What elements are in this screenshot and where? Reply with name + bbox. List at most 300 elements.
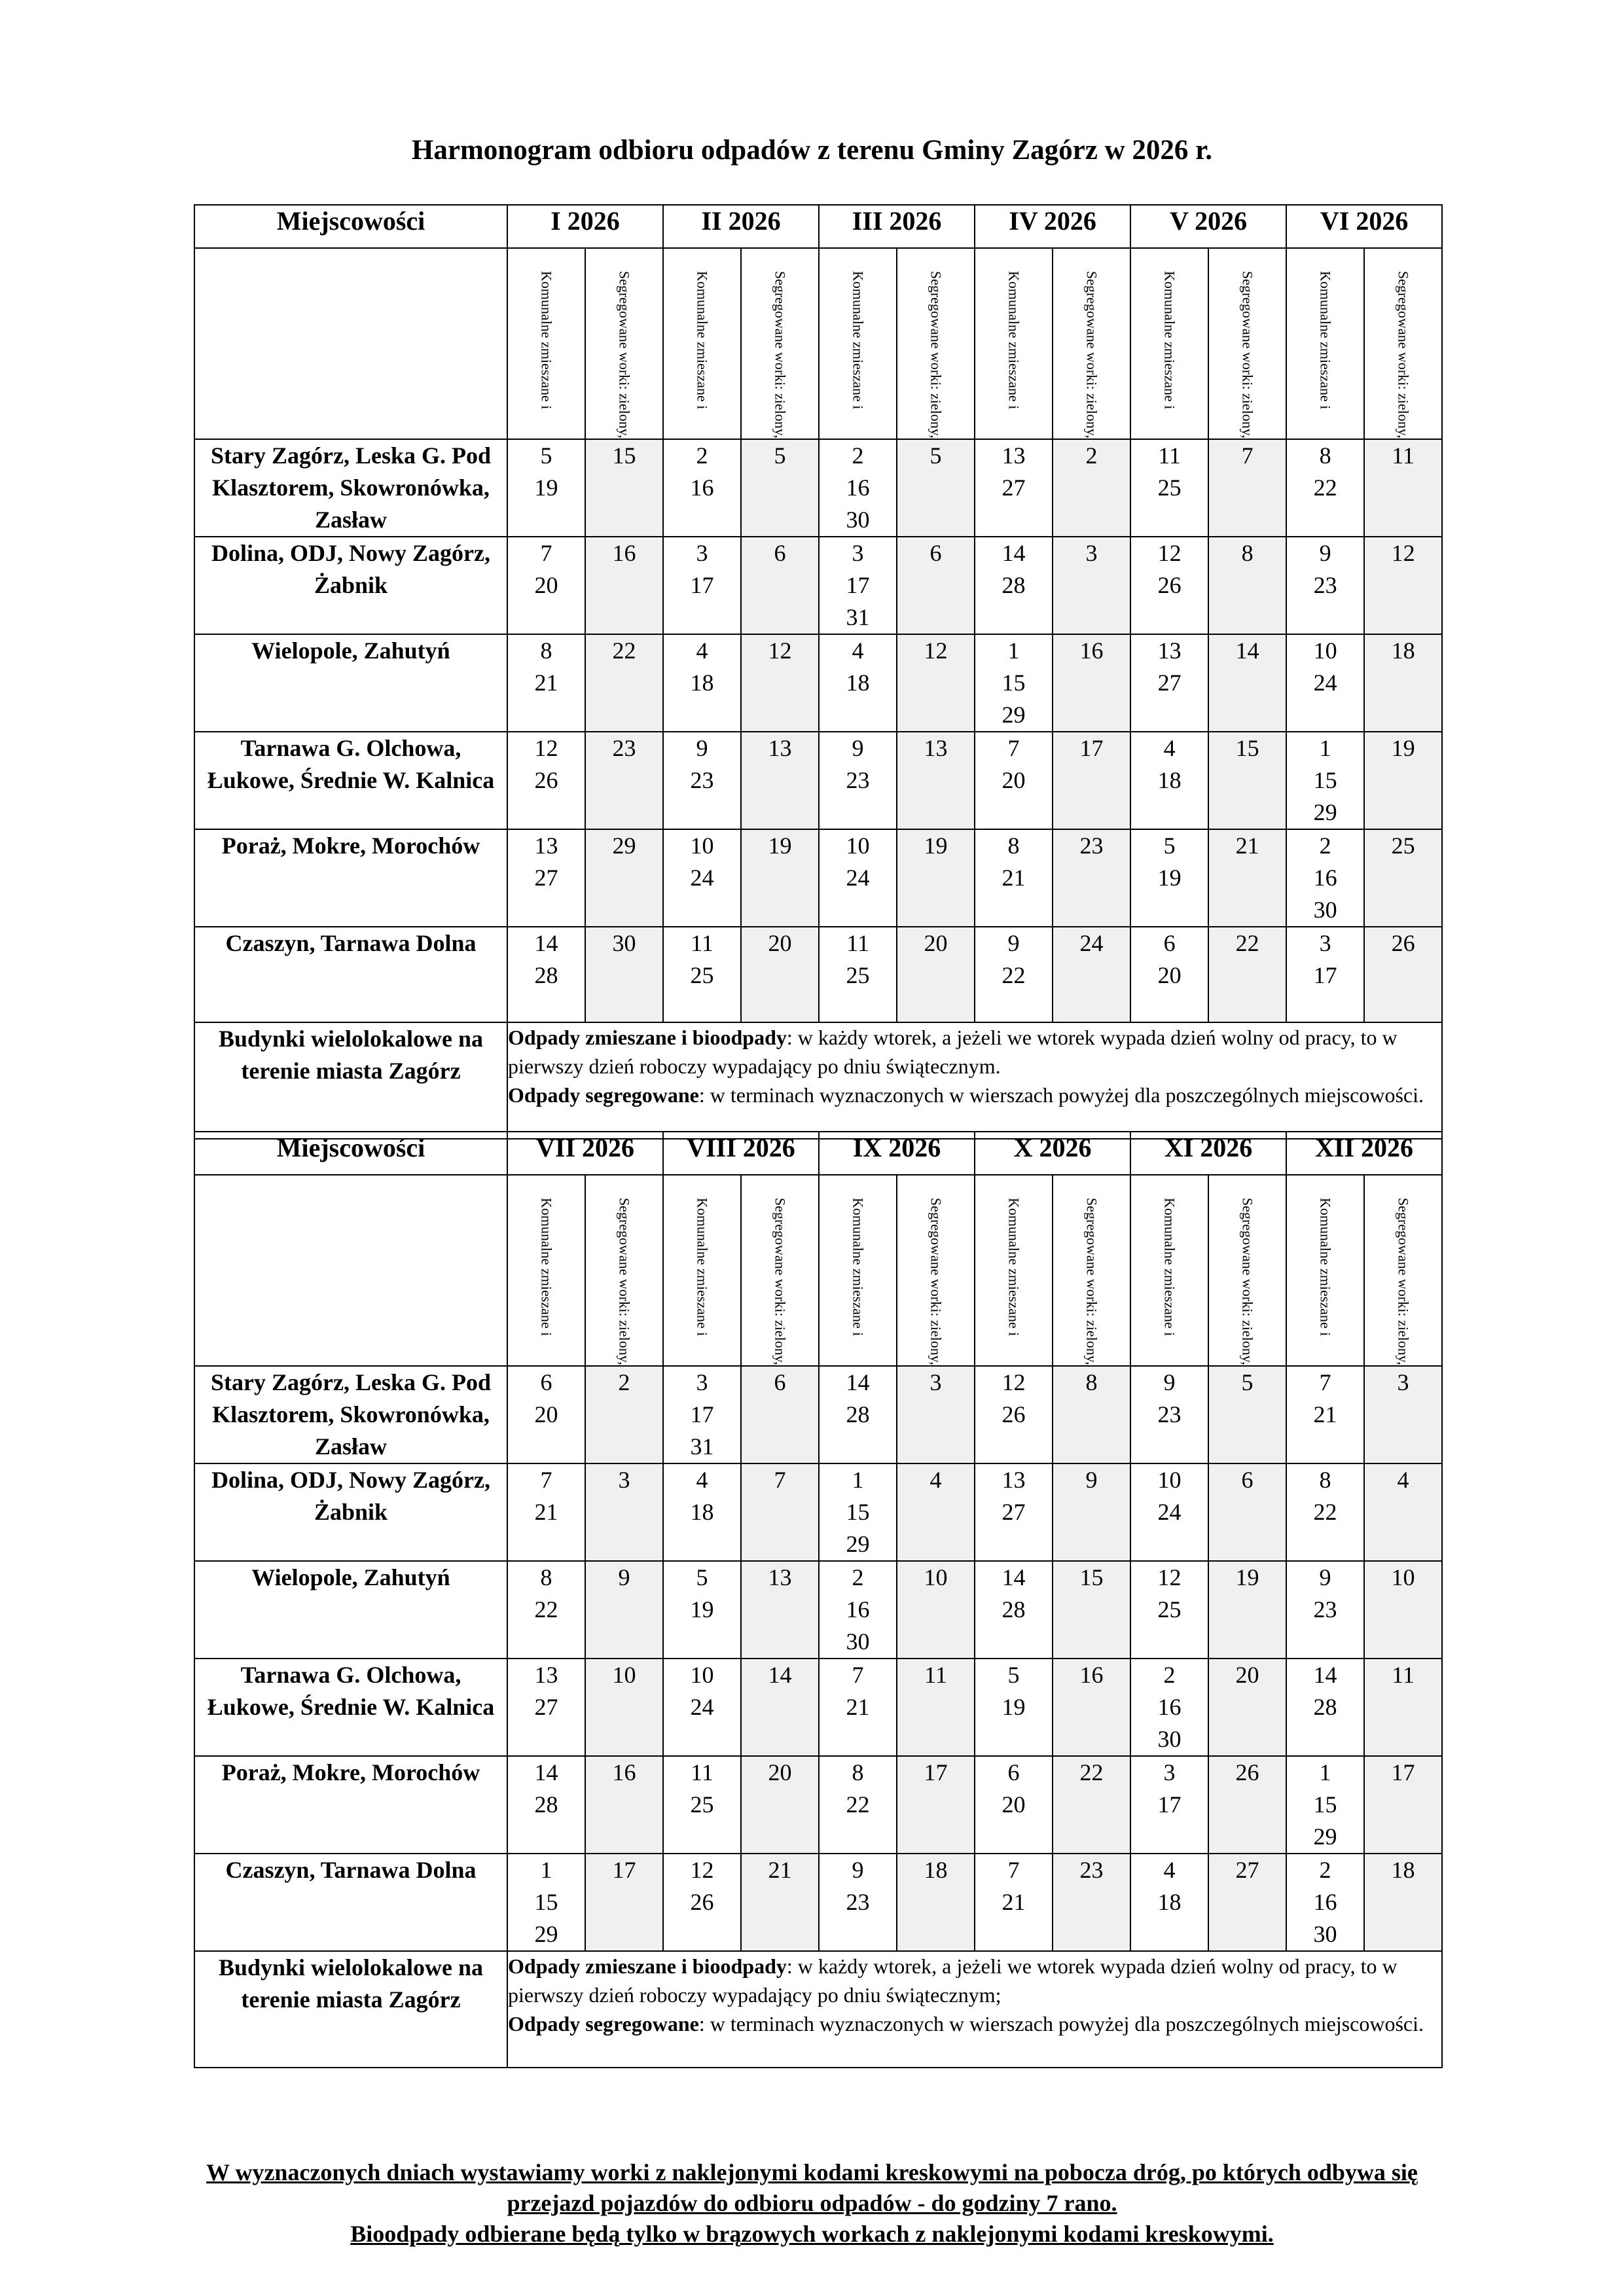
note-sorted-label: Odpady segregowane xyxy=(508,2011,699,2036)
date-value: 23 xyxy=(612,734,636,761)
date-value: 13 xyxy=(924,734,948,761)
segregowane-date xyxy=(1053,439,1130,537)
date-value: 25 xyxy=(690,1791,714,1818)
date-value: 15 xyxy=(846,1498,870,1525)
komunalne-dates xyxy=(507,1854,585,1951)
date-value: 30 xyxy=(1313,1920,1337,1947)
komunalne-label: Komunalne zmieszane i xyxy=(1161,1198,1178,1336)
segregowane-date xyxy=(585,634,663,732)
date-value: 6 xyxy=(1007,1759,1020,1785)
komunalne-dates xyxy=(663,1756,741,1854)
segregowane-date xyxy=(1364,1366,1442,1463)
komunalne-label: Komunalne zmieszane i xyxy=(538,271,555,410)
header-segregowane xyxy=(741,1175,819,1366)
date-value: 29 xyxy=(534,1920,558,1947)
date-value: 20 xyxy=(534,571,558,598)
date-value: 26 xyxy=(1157,571,1182,598)
segregowane-date xyxy=(1364,1659,1442,1756)
date-value: 18 xyxy=(1157,766,1182,793)
date-value: 17 xyxy=(1079,734,1104,761)
date-value: 21 xyxy=(846,1693,870,1720)
segregowane-date xyxy=(1364,732,1442,829)
date-value: 3 xyxy=(618,1466,630,1493)
date-value: 7 xyxy=(1007,734,1020,761)
date-value: 23 xyxy=(690,766,714,793)
segregowane-date xyxy=(741,1561,819,1659)
date-value: 12 xyxy=(1157,539,1182,566)
segregowane-date xyxy=(1364,1756,1442,1854)
komunalne-dates xyxy=(1286,537,1364,634)
date-value: 7 xyxy=(540,1466,552,1493)
date-value: 27 xyxy=(1157,669,1182,696)
date-value: 15 xyxy=(1079,1564,1104,1590)
date-value: 26 xyxy=(1001,1401,1026,1427)
komunalne-dates xyxy=(663,927,741,1022)
date-value: 23 xyxy=(1313,1596,1337,1623)
header-month: XI 2026 xyxy=(1130,1132,1286,1175)
date-value: 8 xyxy=(1007,832,1020,859)
segregowane-date xyxy=(585,927,663,1022)
waste-type-header-row xyxy=(194,1175,1442,1366)
footer-notice xyxy=(0,2157,1624,2250)
segregowane-date xyxy=(1364,1463,1442,1561)
date-value: 16 xyxy=(690,474,714,501)
date-value: 13 xyxy=(1001,442,1026,469)
date-value: 9 xyxy=(1319,539,1331,566)
segregowane-date xyxy=(741,1756,819,1854)
date-value: 31 xyxy=(690,1433,714,1460)
header-komunalne xyxy=(507,1175,585,1366)
date-value: 3 xyxy=(929,1369,942,1395)
komunalne-dates xyxy=(1286,439,1364,537)
komunalne-label: Komunalne zmieszane i xyxy=(1317,1198,1334,1336)
page-title: Harmonogram odbioru odpadów z terenu Gminy Zagórz w 2026 r. xyxy=(411,135,1213,166)
date-value: 28 xyxy=(1313,1693,1337,1720)
date-value: 15 xyxy=(1313,766,1337,793)
segregowane-date xyxy=(897,1756,975,1854)
date-value: 20 xyxy=(768,1759,792,1785)
segregowane-date xyxy=(741,829,819,927)
segregowane-label: Segregowane worki: zielony, xyxy=(928,271,945,439)
komunalne-dates xyxy=(1286,732,1364,829)
table-row xyxy=(194,1951,1442,2068)
note-sorted-text: : w terminach wyznaczonych w wierszach powyżej dla poszczególnych miejscowości. xyxy=(698,2011,1424,2036)
segregowane-date xyxy=(585,732,663,829)
date-value: 15 xyxy=(534,1888,558,1915)
segregowane-date xyxy=(741,1854,819,1951)
date-value: 12 xyxy=(534,734,558,761)
note-mixed-label: Odpady zmieszane i bioodpady xyxy=(508,1954,787,1978)
komunalne-dates xyxy=(1130,439,1208,537)
komunalne-dates xyxy=(1130,1854,1208,1951)
date-value: 27 xyxy=(534,1693,558,1720)
komunalne-dates xyxy=(507,634,585,732)
date-value: 10 xyxy=(846,832,870,859)
header-komunalne xyxy=(975,248,1053,439)
komunalne-dates xyxy=(1130,1463,1208,1561)
segregowane-label: Segregowane worki: zielony, xyxy=(772,1198,789,1365)
date-value: 17 xyxy=(924,1759,948,1785)
komunalne-dates xyxy=(975,927,1053,1022)
segregowane-date xyxy=(897,1463,975,1561)
date-value: 2 xyxy=(1319,1856,1331,1883)
date-value: 4 xyxy=(696,1466,708,1493)
date-value: 3 xyxy=(696,1369,708,1395)
komunalne-dates xyxy=(975,1463,1053,1561)
header-month: VIII 2026 xyxy=(663,1132,819,1175)
date-value: 23 xyxy=(846,766,870,793)
komunalne-dates xyxy=(1130,1366,1208,1463)
segregowane-date xyxy=(1208,1854,1286,1951)
date-value: 22 xyxy=(1313,1498,1337,1525)
date-value: 7 xyxy=(1241,442,1254,469)
komunalne-dates xyxy=(819,439,897,537)
date-value: 2 xyxy=(618,1369,630,1395)
segregowane-date xyxy=(585,829,663,927)
date-value: 1 xyxy=(540,1856,552,1883)
segregowane-date xyxy=(1053,1463,1130,1561)
date-value: 5 xyxy=(774,442,786,469)
header-komunalne xyxy=(663,248,741,439)
header-segregowane xyxy=(1053,248,1130,439)
waste-type-header-row xyxy=(194,248,1442,439)
segregowane-date xyxy=(1208,829,1286,927)
segregowane-date xyxy=(897,439,975,537)
date-value: 2 xyxy=(696,442,708,469)
komunalne-label: Komunalne zmieszane i xyxy=(694,271,711,410)
date-value: 11 xyxy=(691,1759,713,1785)
date-value: 23 xyxy=(1313,571,1337,598)
date-value: 15 xyxy=(1313,1791,1337,1818)
header-month: I 2026 xyxy=(507,205,663,248)
komunalne-dates xyxy=(975,829,1053,927)
date-value: 21 xyxy=(1313,1401,1337,1427)
header-segregowane xyxy=(1364,1175,1442,1366)
date-value: 27 xyxy=(1235,1856,1259,1883)
header-komunalne xyxy=(1130,1175,1208,1366)
date-value: 15 xyxy=(1001,669,1026,696)
date-value: 15 xyxy=(1235,734,1259,761)
date-value: 9 xyxy=(852,1856,864,1883)
komunalne-dates xyxy=(663,1561,741,1659)
date-value: 4 xyxy=(1163,734,1176,761)
date-value: 9 xyxy=(618,1564,630,1590)
header-segregowane xyxy=(585,248,663,439)
date-value: 3 xyxy=(1397,1369,1409,1395)
date-value: 20 xyxy=(1235,1661,1259,1688)
date-value: 11 xyxy=(846,929,869,956)
note-sorted-text: : w terminach wyznaczonych w wierszach powyżej dla poszczególnych miejscowości. xyxy=(698,1083,1424,1107)
date-value: 9 xyxy=(696,734,708,761)
date-value: 6 xyxy=(540,1369,552,1395)
header-komunalne xyxy=(507,248,585,439)
komunalne-dates xyxy=(975,537,1053,634)
komunalne-dates xyxy=(975,1659,1053,1756)
segregowane-date xyxy=(1364,634,1442,732)
date-value: 1 xyxy=(1007,637,1020,664)
date-value: 8 xyxy=(852,1759,864,1785)
date-value: 29 xyxy=(1001,701,1026,728)
date-value: 20 xyxy=(534,1401,558,1427)
date-value: 5 xyxy=(929,442,942,469)
segregowane-date xyxy=(585,537,663,634)
date-value: 22 xyxy=(612,637,636,664)
date-value: 16 xyxy=(1157,1693,1182,1720)
segregowane-date xyxy=(585,439,663,537)
komunalne-dates xyxy=(1130,1561,1208,1659)
komunalne-label: Komunalne zmieszane i xyxy=(694,1198,711,1336)
date-value: 24 xyxy=(846,864,870,891)
date-value: 15 xyxy=(612,442,636,469)
date-value: 12 xyxy=(1001,1369,1026,1395)
date-value: 17 xyxy=(846,571,870,598)
date-value: 3 xyxy=(1319,929,1331,956)
date-value: 13 xyxy=(768,1564,792,1590)
date-value: 24 xyxy=(690,1693,714,1720)
date-value: 20 xyxy=(1001,766,1026,793)
date-value: 20 xyxy=(1001,1791,1026,1818)
komunalne-dates xyxy=(1286,829,1364,927)
komunalne-dates xyxy=(819,829,897,927)
header-month: V 2026 xyxy=(1130,205,1286,248)
header-segregowane xyxy=(585,1175,663,1366)
date-value: 25 xyxy=(846,961,870,988)
date-value: 14 xyxy=(534,1759,558,1785)
place-name: Poraż, Mokre, Morochów xyxy=(194,1756,507,1854)
schedule-table-h2 xyxy=(194,1131,1443,2068)
date-value: 24 xyxy=(1157,1498,1182,1525)
multi-unit-note xyxy=(507,1951,1442,2068)
date-value: 18 xyxy=(846,669,870,696)
date-value: 29 xyxy=(1313,798,1337,825)
komunalne-dates xyxy=(819,927,897,1022)
date-value: 28 xyxy=(534,1791,558,1818)
segregowane-date xyxy=(1053,927,1130,1022)
date-value: 9 xyxy=(1319,1564,1331,1590)
segregowane-date xyxy=(741,927,819,1022)
date-value: 19 xyxy=(924,832,948,859)
segregowane-date xyxy=(1364,537,1442,634)
date-value: 11 xyxy=(1392,442,1415,469)
date-value: 1 xyxy=(1319,734,1331,761)
month-header-row xyxy=(194,205,1442,248)
date-value: 21 xyxy=(534,1498,558,1525)
date-value: 24 xyxy=(1079,929,1104,956)
segregowane-date xyxy=(1208,927,1286,1022)
date-value: 14 xyxy=(1001,539,1026,566)
date-value: 19 xyxy=(768,832,792,859)
segregowane-label: Segregowane worki: zielony, xyxy=(616,1198,633,1365)
footer-line-1: W wyznaczonych dniach wystawiamy worki z naklejonymi kodami kreskowymi na pobocza dróg, po których odbywa się xyxy=(206,2159,1418,2185)
date-value: 30 xyxy=(846,1628,870,1655)
segregowane-date xyxy=(1364,439,1442,537)
date-value: 26 xyxy=(1391,929,1415,956)
segregowane-date xyxy=(1208,732,1286,829)
komunalne-label: Komunalne zmieszane i xyxy=(538,1198,555,1336)
note-sorted-label: Odpady segregowane xyxy=(508,1083,699,1107)
segregowane-date xyxy=(1364,927,1442,1022)
segregowane-date xyxy=(1364,1561,1442,1659)
komunalne-dates xyxy=(819,1659,897,1756)
date-value: 14 xyxy=(1235,637,1259,664)
date-value: 21 xyxy=(1235,832,1259,859)
place-name: Budynki wielolokalowe na terenie miasta Zagórz xyxy=(194,1022,507,1139)
table-row xyxy=(194,634,1442,732)
date-value: 13 xyxy=(534,1661,558,1688)
segregowane-date xyxy=(1208,1659,1286,1756)
date-value: 10 xyxy=(612,1661,636,1688)
date-value: 20 xyxy=(1157,961,1182,988)
date-value: 30 xyxy=(612,929,636,956)
komunalne-dates xyxy=(975,634,1053,732)
segregowane-date xyxy=(1053,1366,1130,1463)
date-value: 3 xyxy=(1163,1759,1176,1785)
date-value: 2 xyxy=(852,1564,864,1590)
segregowane-date xyxy=(1053,732,1130,829)
date-value: 12 xyxy=(690,1856,714,1883)
date-value: 18 xyxy=(690,1498,714,1525)
date-value: 10 xyxy=(924,1564,948,1590)
segregowane-date xyxy=(1208,1561,1286,1659)
komunalne-label: Komunalne zmieszane i xyxy=(850,271,867,410)
segregowane-label: Segregowane worki: zielony, xyxy=(1083,1198,1100,1365)
komunalne-dates xyxy=(1286,927,1364,1022)
date-value: 5 xyxy=(1163,832,1176,859)
komunalne-dates xyxy=(975,439,1053,537)
date-value: 27 xyxy=(1001,1498,1026,1525)
table-row xyxy=(194,1463,1442,1561)
komunalne-dates xyxy=(507,439,585,537)
komunalne-dates xyxy=(819,634,897,732)
date-value: 25 xyxy=(1391,832,1415,859)
date-value: 16 xyxy=(846,474,870,501)
segregowane-date xyxy=(585,1366,663,1463)
date-value: 2 xyxy=(852,442,864,469)
date-value: 12 xyxy=(924,637,948,664)
date-value: 18 xyxy=(1157,1888,1182,1915)
segregowane-date xyxy=(741,537,819,634)
komunalne-dates xyxy=(507,829,585,927)
date-value: 6 xyxy=(1241,1466,1254,1493)
date-value: 19 xyxy=(1157,864,1182,891)
date-value: 14 xyxy=(1313,1661,1337,1688)
footer-line-2: przejazd pojazdów do odbioru odpadów - do godziny 7 rano. xyxy=(507,2190,1117,2216)
month-header-row xyxy=(194,1132,1442,1175)
date-value: 16 xyxy=(1079,1661,1104,1688)
segregowane-date xyxy=(1053,537,1130,634)
date-value: 7 xyxy=(1319,1369,1331,1395)
header-komunalne xyxy=(1130,248,1208,439)
date-value: 27 xyxy=(534,864,558,891)
komunalne-dates xyxy=(1130,1756,1208,1854)
header-month: X 2026 xyxy=(975,1132,1130,1175)
date-value: 10 xyxy=(1313,637,1337,664)
date-value: 22 xyxy=(1313,474,1337,501)
segregowane-date xyxy=(897,1561,975,1659)
date-value: 10 xyxy=(690,832,714,859)
date-value: 22 xyxy=(534,1596,558,1623)
date-value: 1 xyxy=(852,1466,864,1493)
segregowane-date xyxy=(1208,439,1286,537)
place-name: Poraż, Mokre, Morochów xyxy=(194,829,507,927)
date-value: 24 xyxy=(690,864,714,891)
table-row xyxy=(194,1022,1442,1139)
header-month: VII 2026 xyxy=(507,1132,663,1175)
date-value: 22 xyxy=(846,1791,870,1818)
segregowane-date xyxy=(1364,829,1442,927)
date-value: 4 xyxy=(929,1466,942,1493)
komunalne-dates xyxy=(663,439,741,537)
komunalne-dates xyxy=(819,1463,897,1561)
komunalne-dates xyxy=(1286,1366,1364,1463)
table-row xyxy=(194,927,1442,1022)
komunalne-dates xyxy=(507,1659,585,1756)
date-value: 19 xyxy=(534,474,558,501)
date-value: 11 xyxy=(924,1661,947,1688)
date-value: 4 xyxy=(696,637,708,664)
date-value: 4 xyxy=(852,637,864,664)
date-value: 3 xyxy=(696,539,708,566)
komunalne-dates xyxy=(819,732,897,829)
date-value: 18 xyxy=(1391,1856,1415,1883)
date-value: 18 xyxy=(924,1856,948,1883)
date-value: 14 xyxy=(768,1661,792,1688)
place-name: Wielopole, Zahutyń xyxy=(194,1561,507,1659)
date-value: 14 xyxy=(534,929,558,956)
segregowane-date xyxy=(897,1366,975,1463)
komunalne-dates xyxy=(975,1561,1053,1659)
komunalne-dates xyxy=(975,1854,1053,1951)
note-mixed-text: : w każdy wtorek, a jeżeli we wtorek wypada dzień wolny od pracy, to w pierwszy dzień roboczy wypadający po dniu świątecznym. xyxy=(508,1025,1398,1078)
date-value: 29 xyxy=(846,1530,870,1557)
date-value: 8 xyxy=(1085,1369,1098,1395)
date-value: 12 xyxy=(768,637,792,664)
komunalne-dates xyxy=(1286,1463,1364,1561)
komunalne-label: Komunalne zmieszane i xyxy=(850,1198,867,1336)
komunalne-dates xyxy=(1286,634,1364,732)
date-value: 6 xyxy=(774,539,786,566)
date-value: 8 xyxy=(540,1564,552,1590)
header-month: IV 2026 xyxy=(975,205,1130,248)
segregowane-label: Segregowane worki: zielony, xyxy=(1239,271,1256,439)
place-name: Stary Zagórz, Leska G. Pod Klasztorem, Skowronówka, Zasław xyxy=(194,439,507,537)
place-name: Wielopole, Zahutyń xyxy=(194,634,507,732)
komunalne-dates xyxy=(507,732,585,829)
date-value: 31 xyxy=(846,603,870,630)
header-segregowane xyxy=(897,248,975,439)
komunalne-dates xyxy=(663,1463,741,1561)
header-komunalne xyxy=(1286,248,1364,439)
date-value: 16 xyxy=(1079,637,1104,664)
komunalne-dates xyxy=(975,1756,1053,1854)
segregowane-date xyxy=(897,1659,975,1756)
komunalne-dates xyxy=(663,1366,741,1463)
date-value: 19 xyxy=(690,1596,714,1623)
date-value: 30 xyxy=(1157,1725,1182,1752)
header-segregowane xyxy=(1208,1175,1286,1366)
komunalne-dates xyxy=(1130,829,1208,927)
multi-unit-note xyxy=(507,1022,1442,1139)
date-value: 20 xyxy=(768,929,792,956)
segregowane-date xyxy=(1053,1561,1130,1659)
date-value: 6 xyxy=(929,539,942,566)
header-komunalne xyxy=(1286,1175,1364,1366)
place-name: Dolina, ODJ, Nowy Zagórz, Żabnik xyxy=(194,1463,507,1561)
date-value: 27 xyxy=(1001,474,1026,501)
date-value: 2 xyxy=(1319,832,1331,859)
date-value: 22 xyxy=(1235,929,1259,956)
header-month: II 2026 xyxy=(663,205,819,248)
